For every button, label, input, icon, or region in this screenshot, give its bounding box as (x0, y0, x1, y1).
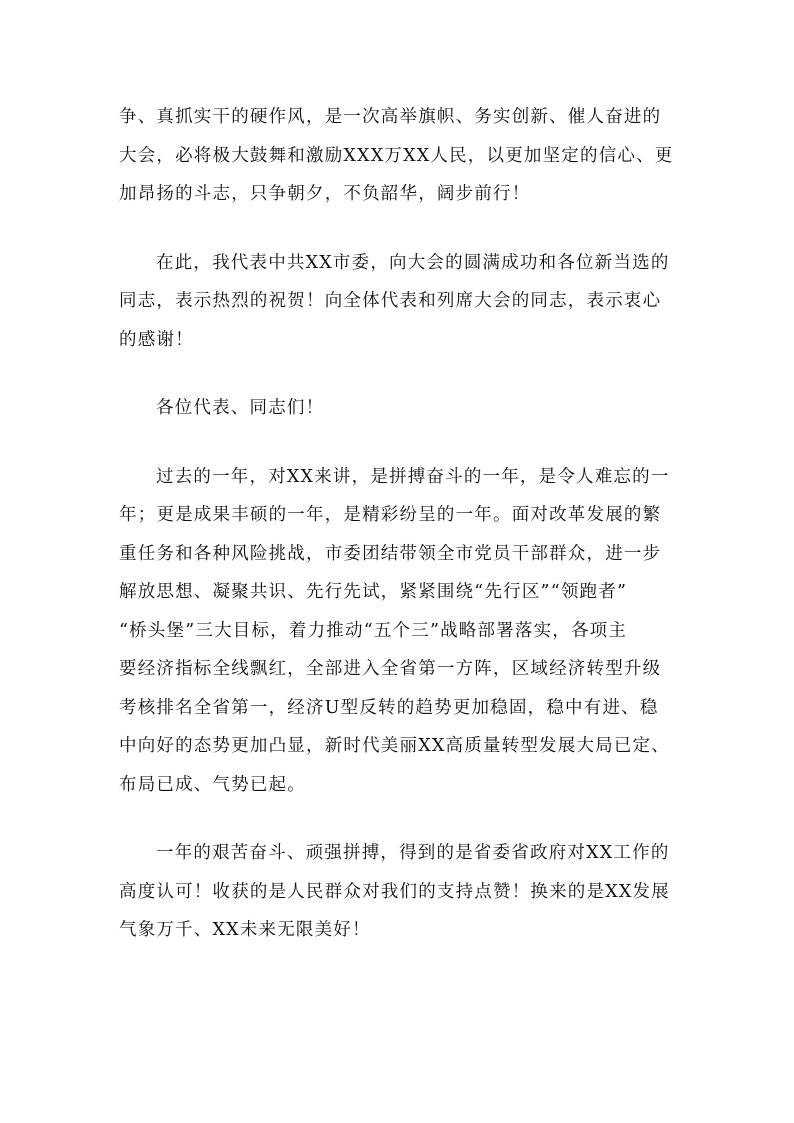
paragraph-3 (119, 389, 675, 428)
text-line: 中向好的态势更加凸显，新时代美丽XX高质量转型发展大局已定、 (119, 736, 670, 756)
text-line: 过去的一年，对XX来讲，是拼搏奋斗的一年，是令人难忘的一 (156, 466, 670, 487)
text-line: 布局已成、气势已起。 (119, 774, 306, 795)
text-line: 年；更是成果丰硕的一年，是精彩纷呈的一年。面对改革发展的繁 (119, 505, 662, 525)
text-line: 高度认可！收获的是人民群众对我们的支持点赞！换来的是XX发展 (119, 881, 670, 902)
text-line: 解放思想、凝聚共识、先行先试，紧紧围绕“先行区”“领跑者” (119, 582, 628, 602)
document-body (119, 98, 675, 980)
text-line: 同志，表示热烈的祝贺！向全体代表和列席大会的同志，表示衷心 (119, 291, 662, 311)
text-line: 重任务和各种风险挑战，市委团结带领全市党员干部群众，进一步 (119, 543, 662, 564)
text-line: 的感谢！ (119, 329, 194, 350)
text-line: 争、真抓实干的硬作风，是一次高举旗帜、务实创新、催人奋进的 (119, 107, 662, 127)
paragraph-2 (119, 244, 675, 360)
text-line: 各位代表、同志们！ (156, 398, 325, 418)
text-line: 一年的艰苦奋斗、顽强拼搏，得到的是省委省政府对XX工作的 (156, 843, 670, 863)
paragraph-1 (119, 98, 675, 214)
text-line: “桥头堡”三大目标，着力推动“五个三”战略部署落实，各项主 (119, 620, 628, 641)
text-line: 大会，必将极大鼓舞和激励XXX万XX人民，以更加坚定的信心、更 (119, 145, 674, 166)
text-line: 考核排名全省第一，经济U型反转的趋势更加稳固，稳中有进、稳 (119, 697, 659, 718)
text-line: 加昂扬的斗志，只争朝夕，不负韶华，阔步前行！ (119, 184, 531, 204)
text-line: 气象万千、XX未来无限美好！ (119, 920, 371, 940)
text-line: 要经济指标全线飘红，全部进入全省第一方阵，区域经济转型升级 (119, 659, 662, 679)
text-line: 在此，我代表中共XX市委，向大会的圆满成功和各位新当选的 (156, 252, 670, 273)
paragraph-5 (119, 834, 675, 950)
paragraph-4 (119, 458, 675, 805)
